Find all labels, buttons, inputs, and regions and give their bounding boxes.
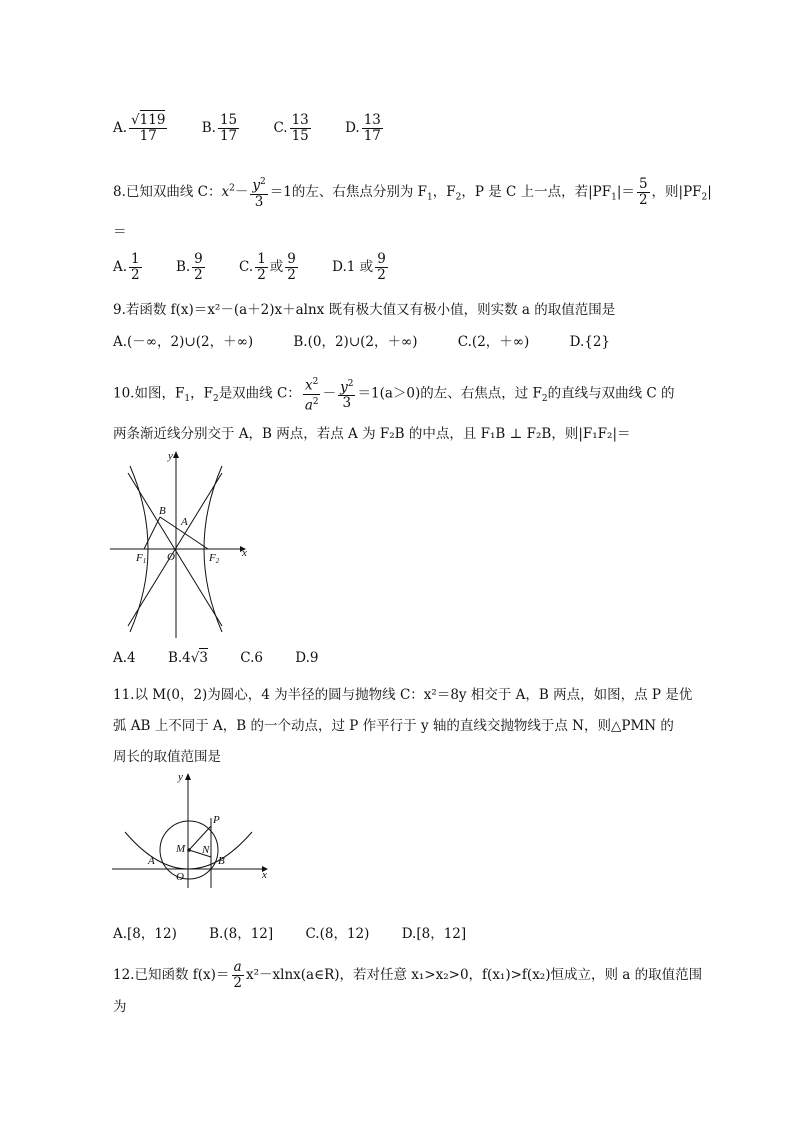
q7-option-c: C. $\frac{13}{15}$ (273, 112, 309, 144)
q11-line1: 11.以 M(0，2)为圆心，4 为半径的圆与抛物线 C：x²＝8y 相交于 A，B 两点，如图，点 P 是优 (113, 687, 693, 703)
q7-option-b: B. $\frac{15}{17}$ (201, 112, 238, 144)
y-axis-arrow (173, 451, 179, 458)
q7-option-a: A. $\frac{√119}{17}$ (113, 112, 166, 144)
q10-options (113, 648, 347, 668)
q12-text: 12.已知函数 f(x)＝ $\frac{a}{2}$ x²－xlnx(a∈R)，若对任意 x₁>x₂>0，f(x₁)>f(x₂)恒成立，则 a 的取值范围 (113, 959, 703, 991)
q11-option-d: D.[8，12] (401, 926, 467, 942)
label-f2: F2 (209, 552, 220, 565)
q11-options (113, 924, 494, 944)
label-a: A (148, 855, 155, 867)
q10-option-b: B.4√3 (167, 650, 208, 666)
label-a: A (181, 516, 188, 528)
q8-option-a: A. $\frac{1}{2}$ (113, 251, 140, 283)
label-f1: F1 (136, 552, 147, 565)
label-m: M (176, 843, 186, 855)
q10-figure (110, 448, 252, 640)
q7-options (113, 113, 413, 144)
q10-option-d: D.9 (295, 650, 319, 666)
q10-option-c: C.6 (240, 650, 263, 666)
q10-option-a: A.4 (113, 650, 136, 666)
y-axis-arrow (185, 773, 191, 780)
q11-figure (110, 768, 272, 890)
label-p: P (213, 814, 220, 826)
label-b: B (159, 505, 166, 517)
label-y: y (168, 450, 173, 462)
q11-line3: 周长的取值范围是 (113, 749, 221, 765)
q9-option-b: B.(0，2)∪(2，＋∞) (293, 334, 418, 350)
q11-line2: 弧 AB 上不同于 A，B 的一个动点，过 P 作平行于 y 轴的直线交抛物线于点 N，则△PMN 的 (113, 718, 674, 734)
q10-text-line2: 两条渐近线分别交于 A，B 两点，若点 A 为 F₂B 的中点，且 F₁B ⊥ F₂B，则|F₁F₂|＝ (113, 426, 631, 442)
q8-option-d: D.1 或 $\frac{9}{2}$ (332, 251, 386, 283)
label-o: O (167, 551, 175, 563)
label-y: y (178, 771, 183, 783)
q8-options (113, 252, 418, 283)
q9-options (113, 332, 638, 352)
q11-option-c: C.(8，12) (305, 926, 370, 942)
q7-option-d: D. $\frac{13}{17}$ (345, 112, 381, 144)
point-m (187, 848, 191, 852)
q11-option-a: A.[8，12) (113, 926, 177, 942)
q8-text: 8.已知双曲线 C：$x^2-$ $\frac{y^2}{3}$ ＝1的左、右焦点分别为 $F_1$，$F_2$，P 是 C 上一点，若$|PF_1|=$ $\frac{5}{2}$ ，则$|PF_2|$ (113, 175, 712, 210)
q11-option-b: B.(8，12] (209, 926, 274, 942)
q8-option-b: B. $\frac{9}{2}$ (175, 251, 203, 283)
label-n: N (202, 844, 210, 856)
q10-text: 10.如图，$F_1$，$F_2$是双曲线 C： $\frac{x^2}{a^2}$ － $\frac{y^2}{3}$ ＝1(a＞0)的左、右焦点，过 $F_2$的直线与双曲线 C 的 (113, 377, 675, 413)
q8-equals: ＝ (113, 224, 127, 240)
label-b: B (218, 855, 225, 867)
q9-option-d: D.{2} (569, 334, 611, 350)
label-x: x (242, 547, 247, 559)
q9-option-c: C.(2，＋∞) (457, 334, 530, 350)
q8-option-c: C. $\frac{1}{2}$ 或 $\frac{9}{2}$ (239, 251, 296, 283)
label-o: O (176, 871, 184, 883)
label-x: x (262, 869, 267, 881)
q12-text-line2: 为 (113, 999, 127, 1015)
q9-option-a: A.(－∞，2)∪(2，＋∞) (113, 334, 254, 350)
q9-text: 9.若函数 f(x)＝x²－(a＋2)x＋alnx 既有极大值又有极小值，则实数 a 的取值范围是 (113, 302, 616, 318)
